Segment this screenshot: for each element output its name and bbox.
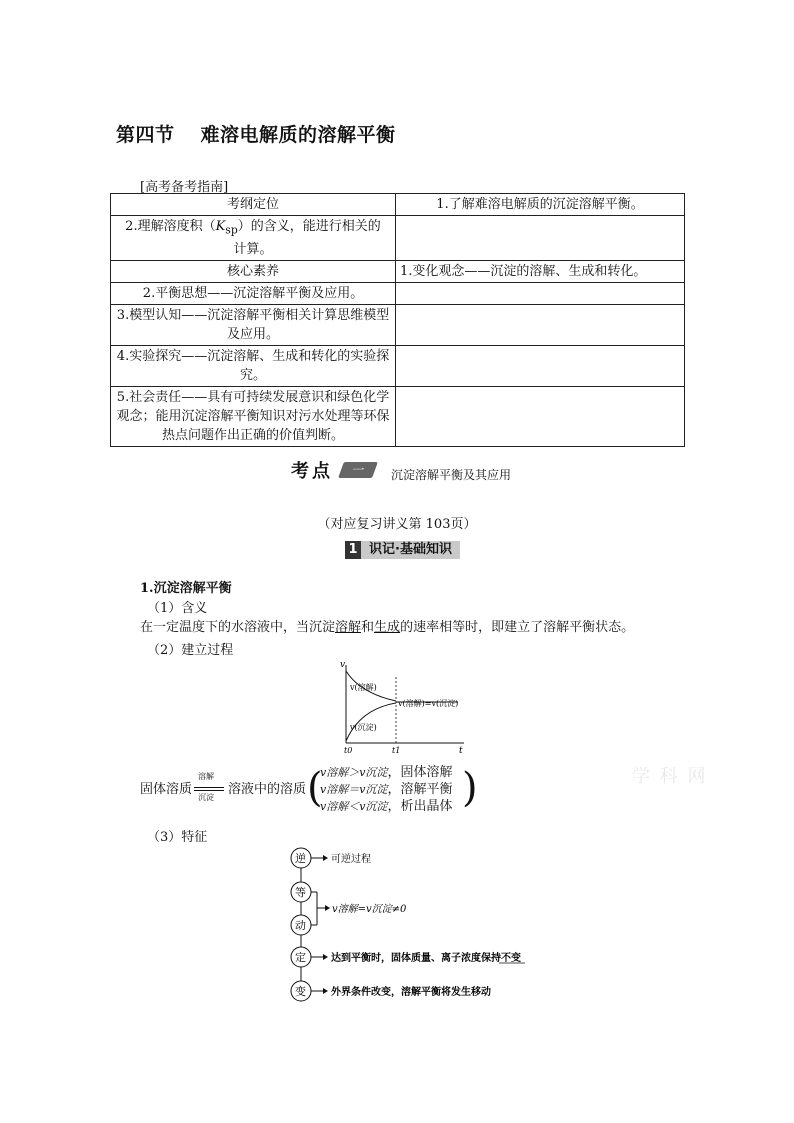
underlined-term: 溶解 [335, 620, 362, 635]
subheading-meaning: （1）含义 [147, 601, 208, 616]
underlined-term: 生成 [374, 620, 401, 635]
table-cell: 2.平衡思想——沉淀溶解平衡及应用。 [111, 282, 396, 304]
t1-label: t1 [392, 746, 401, 755]
subheading-features: （3）特征 [147, 830, 208, 845]
arrowhead [325, 905, 330, 911]
kaodian-header [291, 456, 511, 483]
page-title [116, 120, 396, 147]
right-brace: ) [462, 765, 478, 811]
feature-char: 变 [295, 985, 306, 998]
arrowhead [323, 988, 328, 994]
reversible-arrow [192, 771, 228, 802]
watermark: 学 科 网 [632, 766, 708, 787]
table-cell: 1.变化观念——沉淀的溶解、生成和转化。 [396, 260, 685, 282]
arrow-backward [194, 790, 224, 791]
feature-char: 等 [295, 886, 306, 899]
definition-mid: 和 [361, 620, 375, 635]
table-row [111, 345, 685, 386]
features-diagram [285, 846, 545, 1006]
definition-prefix: 在一定温度下的水溶液中，当沉淀 [140, 620, 336, 635]
ksp-line1: 2.理解溶度积$(K_{sp})$的含义，能进行相关的 [125, 219, 381, 237]
section-number: 第四节 [116, 124, 175, 146]
guide-table [110, 193, 685, 447]
table-row [111, 282, 685, 304]
table-cell [396, 345, 685, 386]
section-name: 难溶电解质的溶解平衡 [200, 124, 396, 146]
arrow-bottom-label: 沉淀 [198, 792, 215, 802]
case-list [320, 764, 452, 815]
feature-text: 达到平衡时，固体质量、离子浓度保持不变 [331, 953, 521, 964]
rate-graph [330, 657, 490, 757]
knowledge-label: 识记·基础知识 [361, 541, 460, 559]
table-cell: 核心素养 [111, 260, 396, 282]
subheading-process: （2）建立过程 [147, 643, 234, 658]
case-row: v溶解＞v沉淀，固体溶解 [320, 765, 453, 780]
case-row: v溶解＝v沉淀，溶解平衡 [320, 782, 453, 797]
feature-char: 定 [295, 951, 306, 964]
definition-suffix: 的速率相等时，即建立了溶解平衡状态。 [400, 620, 635, 635]
reference-note: （对应复习讲义第 103页） [317, 517, 477, 532]
equal-label: v(溶解)=v(沉淀) [398, 699, 459, 708]
precipitate-curve [346, 703, 396, 741]
case-result: 溶解平衡 [400, 782, 453, 797]
table-cell [396, 386, 685, 446]
table-cell: 5.社会责任——具有可持续发展意识和绿色化学观念；能用沉淀溶解平衡知识对污水处理等环保热点问题作出正确的价值判断。 [111, 386, 396, 446]
table-row [111, 216, 685, 261]
case-result: 析出晶体 [400, 799, 453, 814]
ksp-line2: 计算。 [233, 241, 273, 257]
table-row [111, 386, 685, 446]
y-axis-label: v [340, 660, 346, 670]
kaodian-label: 考点 [291, 460, 333, 482]
left-brace: ( [307, 765, 323, 811]
table-cell: 4.实验探究——沉淀溶解、生成和转化的实验探究。 [111, 345, 396, 386]
guide-caption: [高考备考指南] [140, 180, 229, 195]
knowledge-number: 1 [345, 541, 361, 559]
kaodian-subtitle: 沉淀溶解平衡及其应用 [391, 468, 512, 482]
table-row [111, 194, 685, 216]
case-condition: v溶解＞v沉淀 [320, 766, 388, 779]
arrow-forward [194, 787, 224, 788]
t0-label: t0 [344, 746, 353, 755]
eq-right: 溶液中的溶质 [228, 782, 307, 797]
case-result: 固体溶解 [400, 765, 453, 780]
knowledge-bar [345, 541, 460, 559]
feature-text: 外界条件改变，溶解平衡将发生移动 [331, 987, 491, 998]
kaodian-badge: 一 [338, 462, 378, 478]
section-heading: 1.沉淀溶解平衡 [140, 581, 232, 596]
table-cell [396, 282, 685, 304]
feature-char: 动 [295, 919, 306, 932]
eq-left: 固体溶质 [140, 782, 193, 797]
feature-text: 可逆过程 [331, 854, 371, 865]
equilibrium-equation [140, 771, 307, 802]
case-condition: v溶解＝v沉淀 [320, 783, 388, 796]
feature-text: v溶解=v沉淀≠0 [332, 904, 407, 915]
table-row [111, 304, 685, 345]
upper-curve-label: v(溶解) [350, 683, 377, 692]
table-cell [111, 216, 396, 261]
arrowhead [323, 954, 328, 960]
case-condition: v溶解＜v沉淀 [320, 800, 388, 813]
table-row [111, 260, 685, 282]
arrow-top-label: 溶解 [198, 771, 215, 781]
table-cell: 3.模型认知——沉淀溶解平衡相关计算思维模型及应用。 [111, 304, 396, 345]
table-cell: 考纲定位 [111, 194, 396, 216]
lower-curve-label: v(沉淀) [350, 723, 377, 732]
feature-char: 逆 [295, 852, 306, 865]
definition-text [140, 616, 634, 635]
table-cell: 1.了解难溶电解质的沉淀溶解平衡。 [396, 194, 685, 216]
x-axis-label: t [459, 746, 463, 756]
case-row: v溶解＜v沉淀，析出晶体 [320, 799, 453, 814]
arrowhead [323, 855, 328, 861]
table-cell [396, 304, 685, 345]
table-cell [396, 216, 685, 261]
